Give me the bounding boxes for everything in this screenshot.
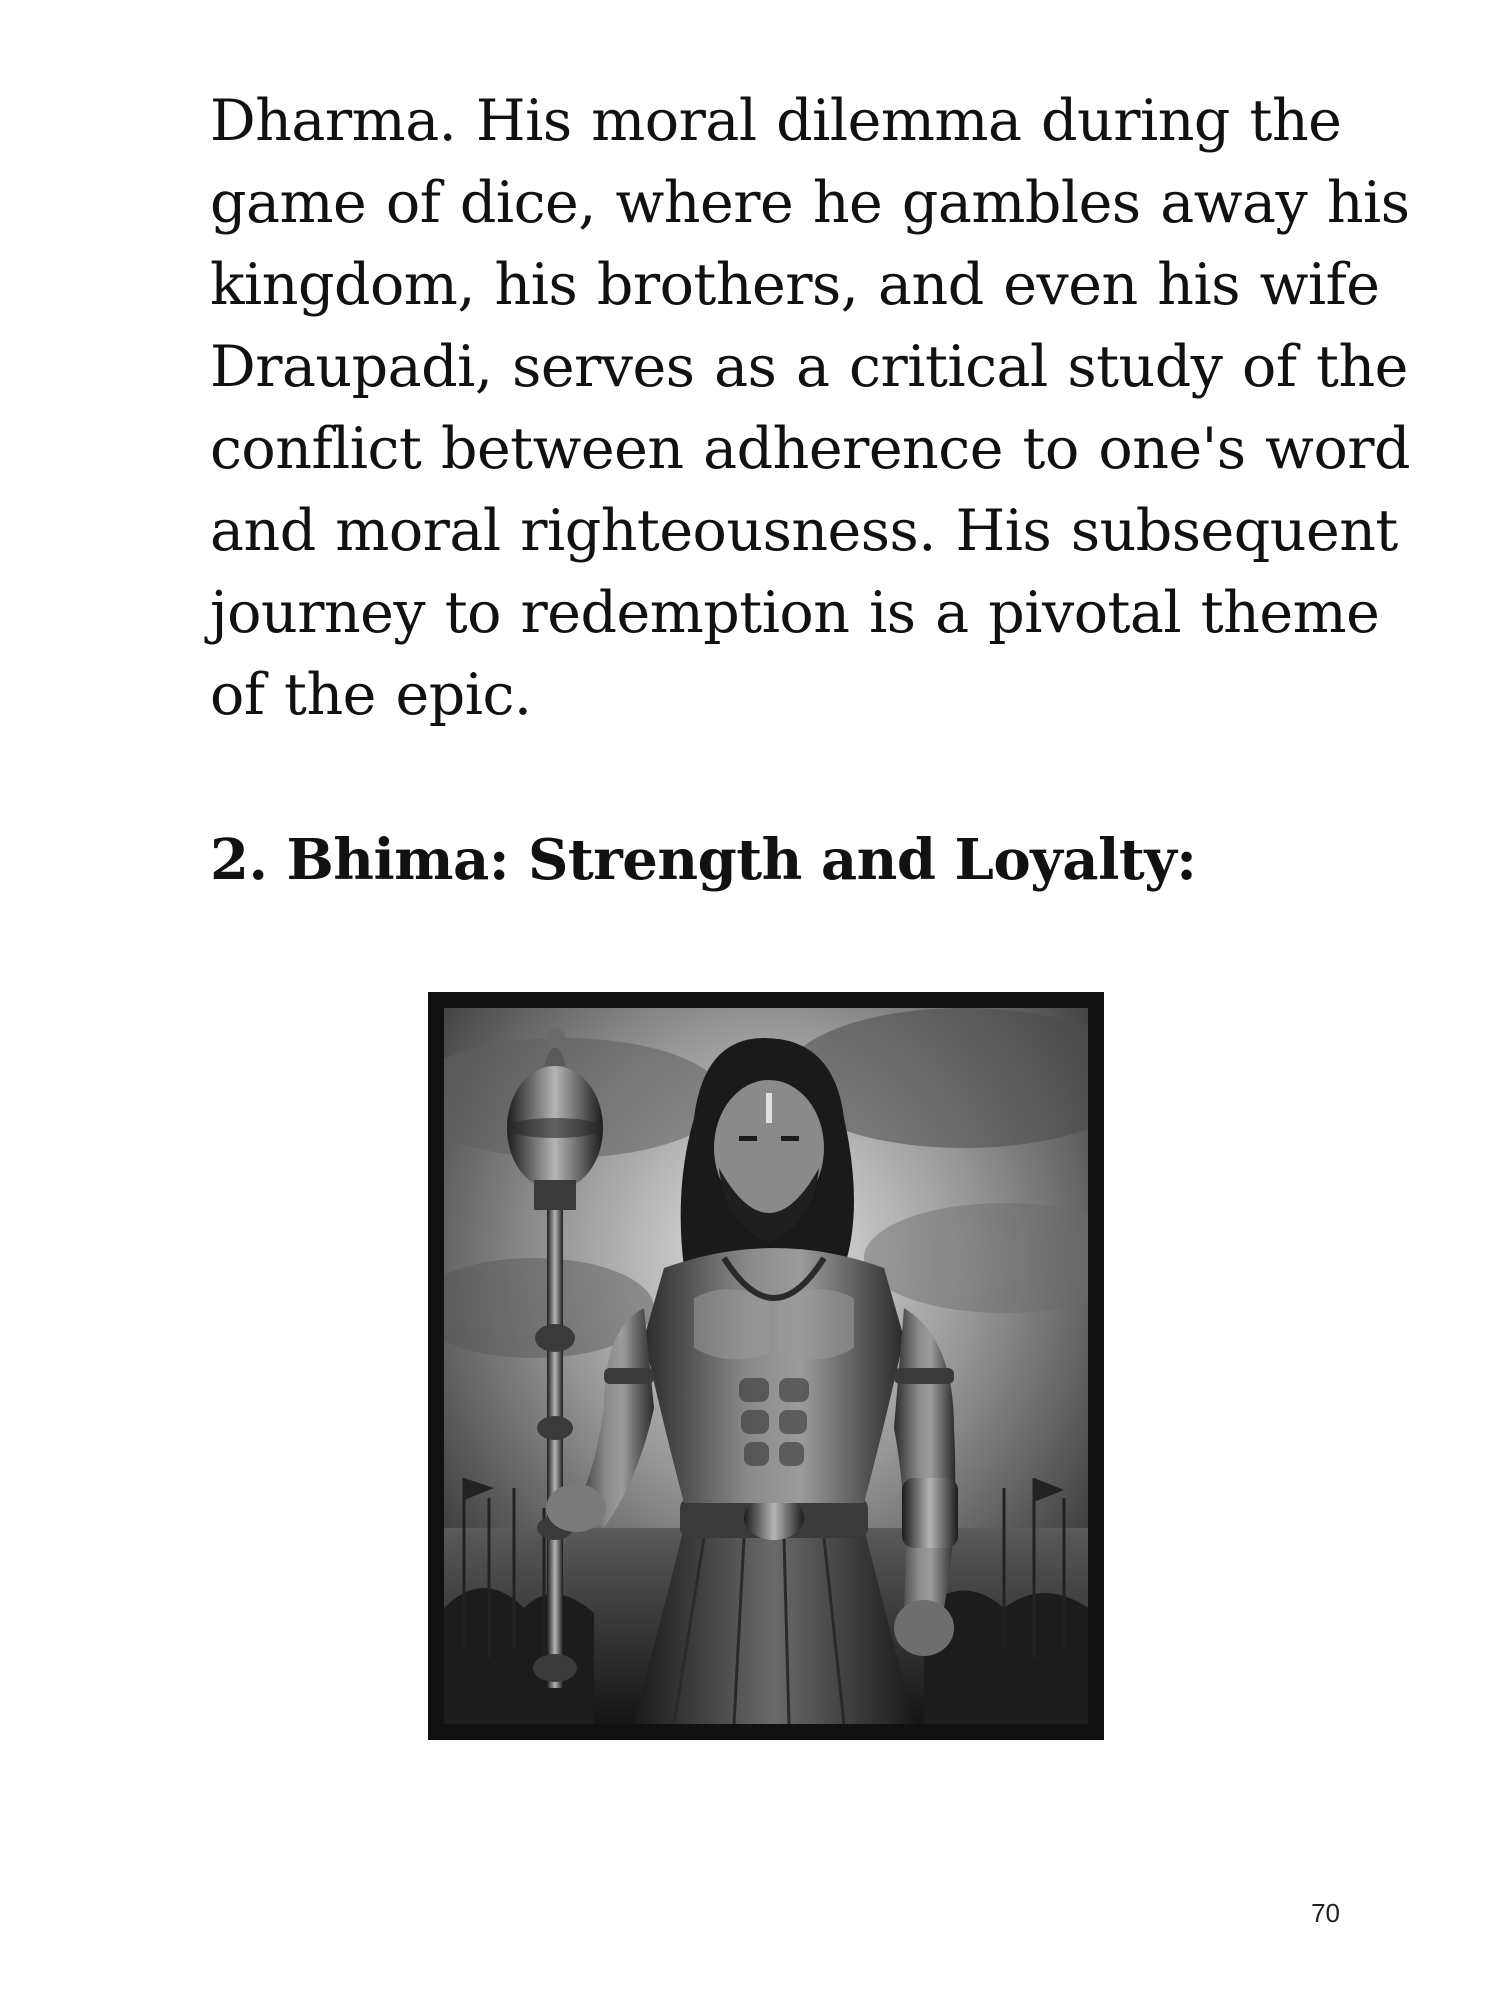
bhima-illustration xyxy=(428,992,1104,1740)
paragraph-line: journey to redemption is a pivotal theme xyxy=(210,580,1380,646)
body-paragraph xyxy=(210,80,1411,736)
section-heading: 2. Bhima: Strength and Loyalty: xyxy=(210,827,1197,893)
paragraph-line: kingdom, his brothers, and even his wife xyxy=(210,252,1380,318)
paragraph-line: conflict between adherence to one's word xyxy=(210,416,1411,482)
paragraph-line: Draupadi, serves as a critical study of the xyxy=(210,334,1408,400)
warrior-with-mace-image xyxy=(444,1008,1088,1724)
paragraph-line: game of dice, where he gambles away his xyxy=(210,170,1410,236)
paragraph-line: of the epic. xyxy=(210,662,532,728)
paragraph-line: Dharma. His moral dilemma during the xyxy=(210,88,1342,154)
paragraph-line: and moral righteousness. His subsequent xyxy=(210,498,1398,564)
page-number: 70 xyxy=(1311,1898,1340,1928)
